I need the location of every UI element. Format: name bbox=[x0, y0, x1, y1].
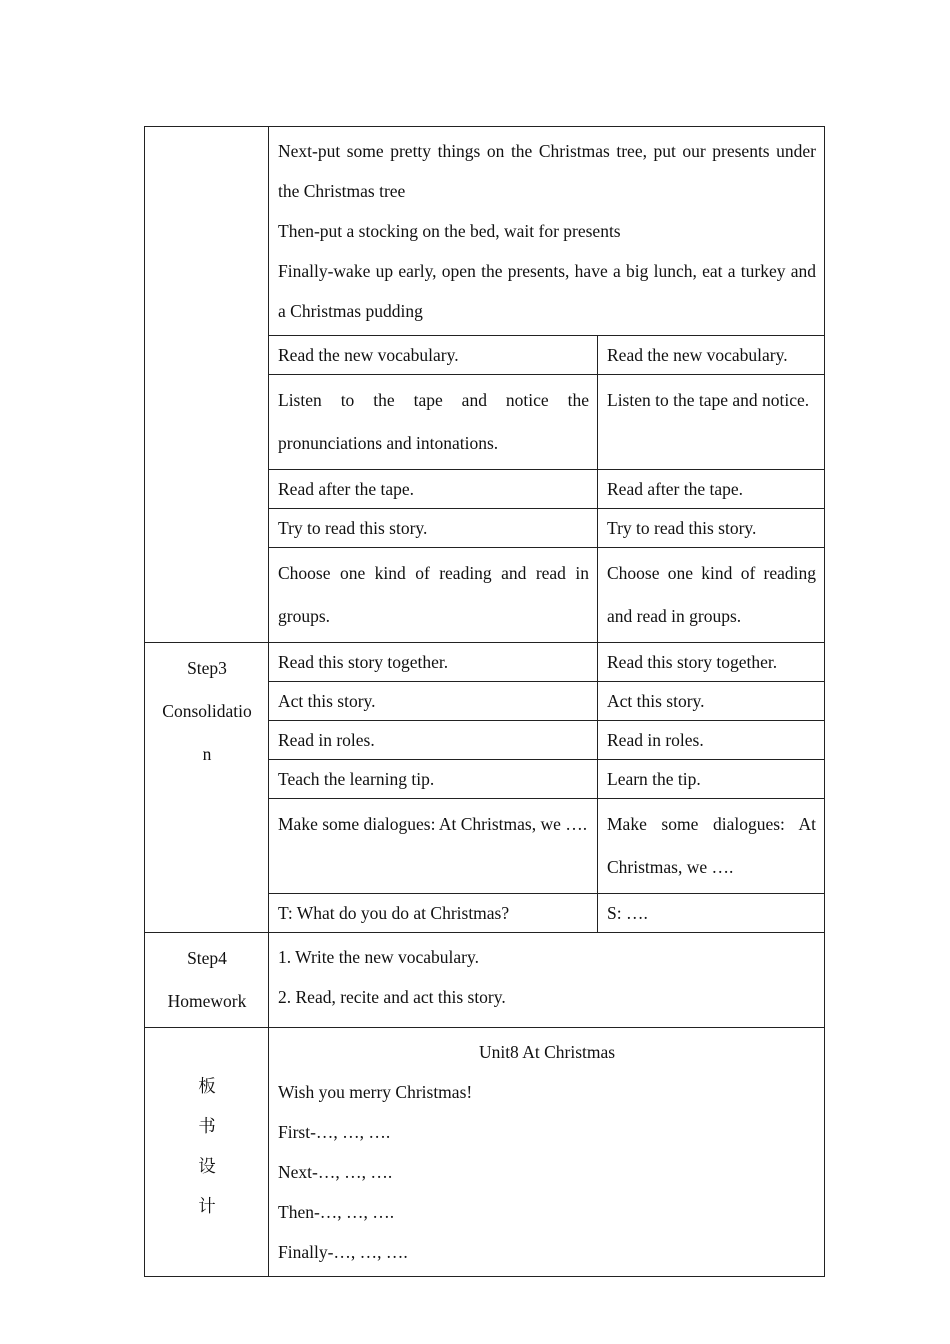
table-row bbox=[145, 1028, 825, 1277]
procedure-line: Then-put a stocking on the bed, wait for presents bbox=[278, 221, 621, 241]
step-label: Consolidatio bbox=[162, 701, 252, 721]
homework-item: 2. Read, recite and act this story. bbox=[278, 987, 506, 1007]
step2-label-cell bbox=[145, 127, 269, 643]
board-line: First-…, …, …. bbox=[278, 1122, 391, 1142]
teacher-activity: Listen to the tape and notice the pronunciations and intonations. bbox=[269, 375, 598, 470]
teacher-activity: Act this story. bbox=[269, 682, 598, 721]
student-activity: Read this story together. bbox=[598, 643, 825, 682]
step-label: Step3 bbox=[187, 658, 227, 678]
board-design-label-cell bbox=[145, 1028, 269, 1277]
student-activity: Act this story. bbox=[598, 682, 825, 721]
board-label-char: 设 bbox=[198, 1156, 216, 1176]
teacher-activity: Teach the learning tip. bbox=[269, 760, 598, 799]
teacher-activity: Read in roles. bbox=[269, 721, 598, 760]
table-row bbox=[145, 127, 825, 336]
teacher-activity: Choose one kind of reading and read in groups. bbox=[269, 548, 598, 643]
student-activity: Try to read this story. bbox=[598, 509, 825, 548]
board-line: Finally-…, …, …. bbox=[278, 1242, 408, 1262]
teacher-activity: Make some dialogues: At Christmas, we …. bbox=[269, 799, 598, 894]
step-label: Homework bbox=[167, 991, 247, 1011]
board-line: Then-…, …, …. bbox=[278, 1202, 395, 1222]
procedure-top-cell bbox=[269, 127, 825, 336]
step3-label-cell bbox=[145, 643, 269, 933]
student-activity: Read in roles. bbox=[598, 721, 825, 760]
teacher-activity: Read this story together. bbox=[269, 643, 598, 682]
homework-cell bbox=[269, 933, 825, 1028]
teacher-activity: Read after the tape. bbox=[269, 470, 598, 509]
board-design-cell bbox=[269, 1028, 825, 1277]
teacher-activity: Read the new vocabulary. bbox=[269, 336, 598, 375]
student-activity: Make some dialogues: At Christmas, we …. bbox=[598, 799, 825, 894]
teacher-activity: T: What do you do at Christmas? bbox=[269, 894, 598, 933]
board-label-char: 板 bbox=[198, 1076, 216, 1096]
board-title: Unit8 At Christmas bbox=[478, 1042, 616, 1062]
board-line: Next-…, …, …. bbox=[278, 1162, 393, 1182]
student-activity: Read after the tape. bbox=[598, 470, 825, 509]
student-activity: S: …. bbox=[598, 894, 825, 933]
table-row bbox=[145, 933, 825, 1028]
homework-item: 1. Write the new vocabulary. bbox=[278, 947, 479, 967]
board-label-char: 书 bbox=[198, 1116, 216, 1136]
student-activity: Read the new vocabulary. bbox=[598, 336, 825, 375]
board-label-char: 计 bbox=[198, 1196, 216, 1216]
table-row bbox=[145, 643, 825, 682]
board-line: Wish you merry Christmas! bbox=[278, 1082, 473, 1102]
step-label: n bbox=[202, 744, 212, 764]
student-activity: Listen to the tape and notice. bbox=[598, 375, 825, 470]
step4-label-cell bbox=[145, 933, 269, 1028]
step-label: Step4 bbox=[187, 948, 227, 968]
procedure-line: Finally-wake up early, open the presents, have a big lunch, eat a turkey and a Christmas pudding bbox=[278, 261, 817, 321]
procedure-line: Next-put some pretty things on the Christmas tree, put our presents under the Christmas tree bbox=[278, 141, 817, 201]
student-activity: Learn the tip. bbox=[598, 760, 825, 799]
student-activity: Choose one kind of reading and read in groups. bbox=[598, 548, 825, 643]
teacher-activity: Try to read this story. bbox=[269, 509, 598, 548]
lesson-plan-table bbox=[144, 126, 825, 1277]
